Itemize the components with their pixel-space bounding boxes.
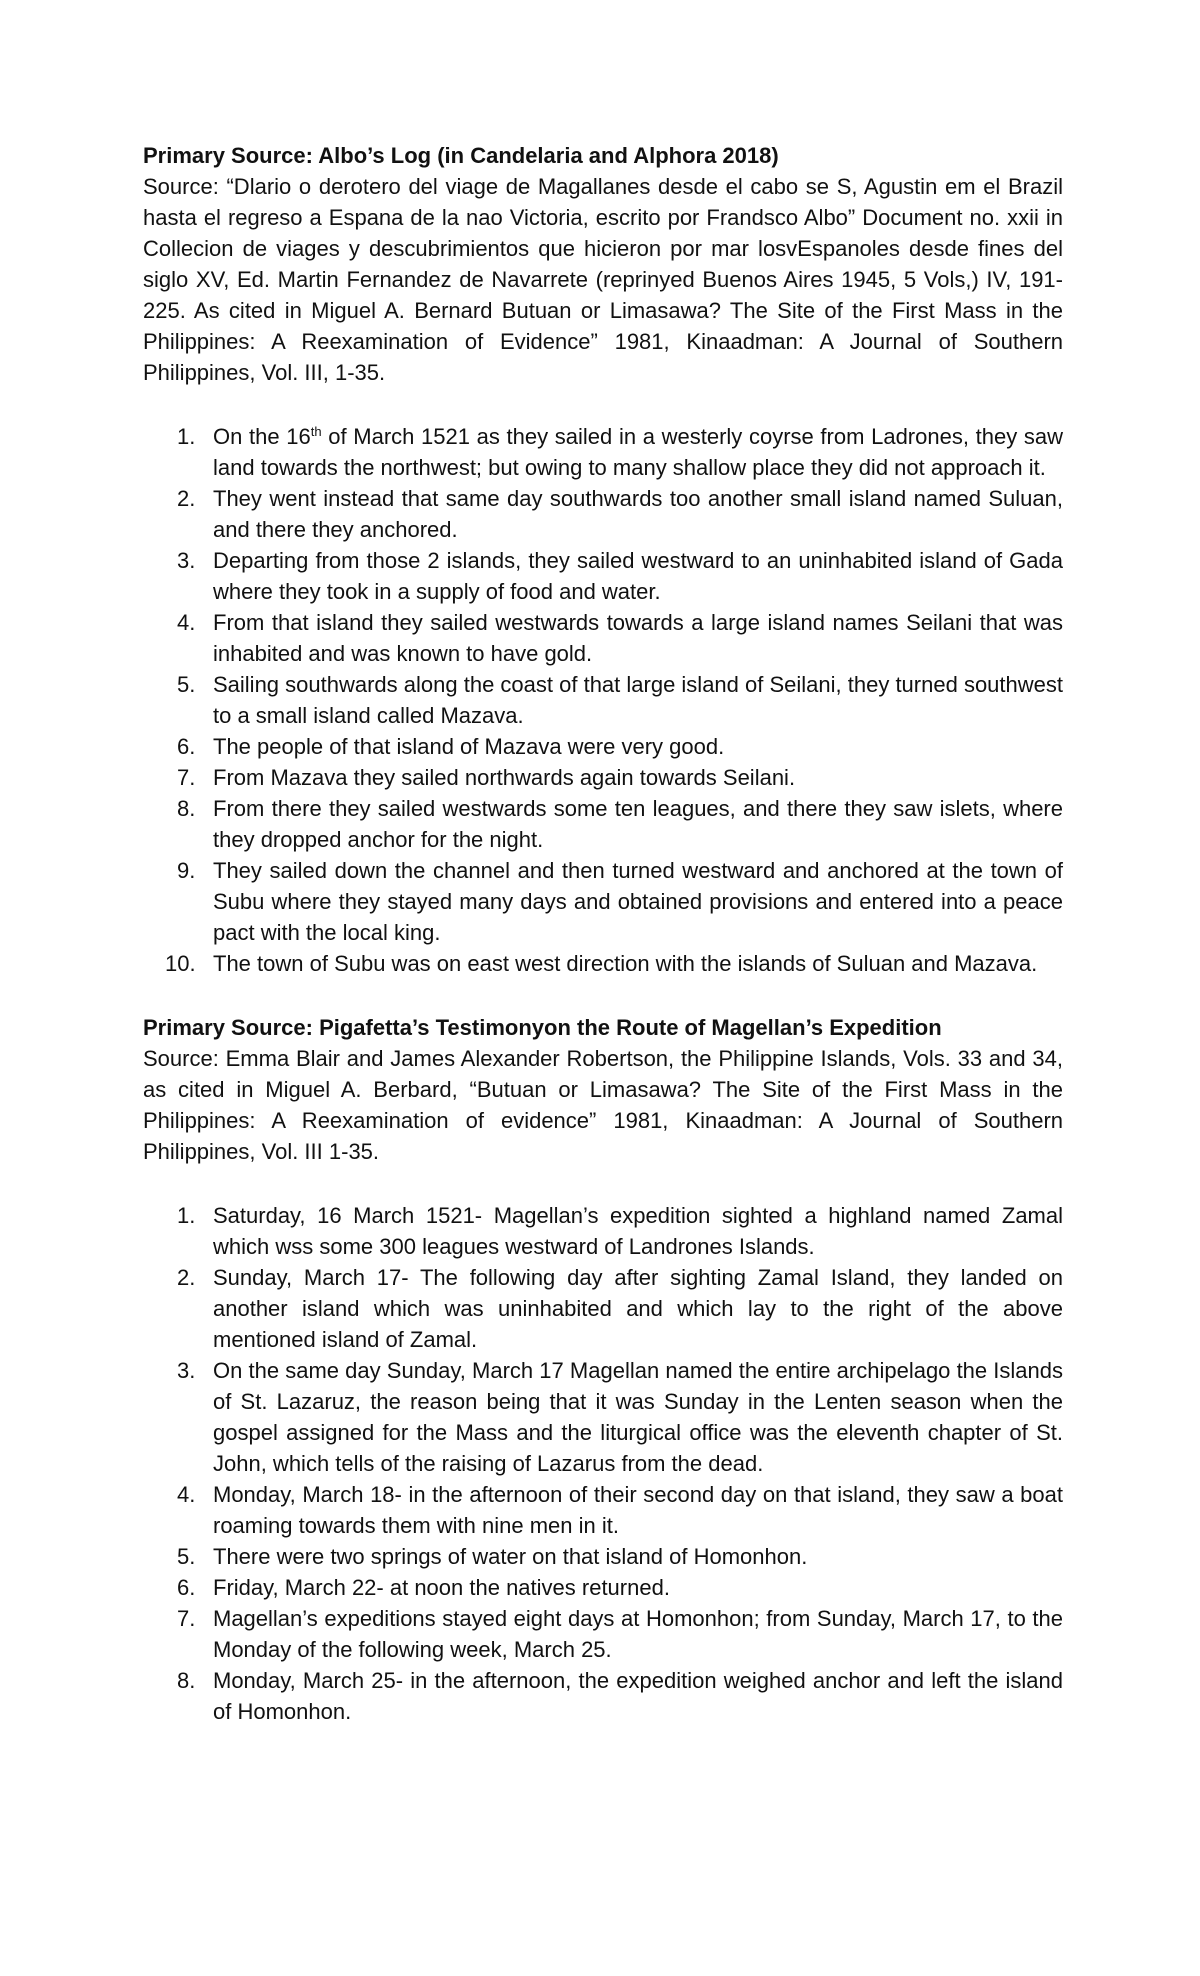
list-number: 2. <box>177 486 196 511</box>
section-heading-albo: Primary Source: Albo’s Log (in Candelaria and Alphora 2018) <box>143 143 779 168</box>
list-item <box>143 948 1063 979</box>
list-item <box>143 762 1063 793</box>
ordinal-suffix: th <box>310 424 322 439</box>
list-item-text: Monday, March 18- in the afternoon of their second day on that island, they saw a boat roaming towards them with nine men in it. <box>213 1482 1063 1538</box>
list-item-text: The town of Subu was on east west direction with the islands of Suluan and Mazava. <box>213 951 1038 976</box>
list-item <box>143 421 1063 483</box>
list-item <box>143 545 1063 607</box>
list-item-text: Departing from those 2 islands, they sailed westward to an uninhabited island of Gada where they took in a supply of food and water. <box>213 548 1063 604</box>
list-number: 8. <box>177 796 196 821</box>
list-item-text: From Mazava they sailed northwards again towards Seilani. <box>213 765 796 790</box>
list-item-text: Friday, March 22- at noon the natives returned. <box>213 1575 670 1600</box>
list-number: 1. <box>177 1203 196 1228</box>
list-number: 4. <box>177 1482 196 1507</box>
list-number: 3. <box>177 548 196 573</box>
pigafetta-route-list <box>143 1200 1063 1727</box>
list-item-text: Sunday, March 17- The following day after sighting Zamal Island, they landed on another island which was uninhabited and which lay to the right of the above mentioned island of Zamal. <box>213 1265 1063 1352</box>
list-number: 5. <box>177 672 196 697</box>
list-number: 9. <box>177 858 196 883</box>
list-item-text: Saturday, 16 March 1521- Magellan’s expedition sighted a highland named Zamal which wss some 300 leagues westward of Landrones Islands. <box>213 1203 1063 1259</box>
list-item <box>143 793 1063 855</box>
list-item-text: Sailing southwards along the coast of that large island of Seilani, they turned southwest to a small island called Mazava. <box>213 672 1063 728</box>
section-heading-pigafetta: Primary Source: Pigafetta’s Testimonyon the Route of Magellan’s Expedition <box>143 1015 942 1040</box>
list-number: 4. <box>177 610 196 635</box>
list-item <box>143 855 1063 948</box>
list-item <box>143 1665 1063 1727</box>
list-item-text: They went instead that same day southwards too another small island named Suluan, and there they anchored. <box>213 486 1063 542</box>
list-item <box>143 607 1063 669</box>
list-item <box>143 1262 1063 1355</box>
list-item-text: From that island they sailed westwards towards a large island names Seilani that was inhabited and was known to have gold. <box>213 610 1063 666</box>
source-citation-pigafetta: Source: Emma Blair and James Alexander Robertson, the Philippine Islands, Vols. 33 and 34, as cited in Miguel A. Berbard, “Butuan or Limasawa? The Site of the First Mass in the Philippines: A Reexamination of evidence” 1981, Kinaadman: A Journal of Southern Philippines, Vol. III 1-35. <box>143 1046 1063 1164</box>
list-item <box>143 1541 1063 1572</box>
list-item-text: On the same day Sunday, March 17 Magellan named the entire archipelago the Islands of St. Lazaruz, the reason being that it was Sunday in the Lenten season when the gospel assigned for the Mass and the liturgical office was the eleventh chapter of St. John, which tells of the raising of Lazarus from the dead. <box>213 1358 1063 1476</box>
list-item <box>143 1603 1063 1665</box>
list-item <box>143 1572 1063 1603</box>
list-item <box>143 483 1063 545</box>
list-item <box>143 669 1063 731</box>
list-number: 6. <box>177 734 196 759</box>
list-number: 1. <box>177 424 196 449</box>
list-number: 2. <box>177 1265 196 1290</box>
list-item-text: The people of that island of Mazava were very good. <box>213 734 725 759</box>
list-item-text: Magellan’s expeditions stayed eight days at Homonhon; from Sunday, March 17, to the Monday of the following week, March 25. <box>213 1606 1063 1662</box>
list-item-text: From there they sailed westwards some ten leagues, and there they saw islets, where they dropped anchor for the night. <box>213 796 1063 852</box>
document-page <box>143 140 1063 1727</box>
source-citation-albo: Source: “Dlario o derotero del viage de Magallanes desde el cabo se S, Agustin em el Brazil hasta el regreso a Espana de la nao Victoria, escrito por Frandsco Albo” Document no. xxii in Collecion de viages y descubrimientos que hicieron por mar losvEspanoles desde fines del siglo XV, Ed. Martin Fernandez de Navarrete (reprinyed Buenos Aires 1945, 5 Vols,) IV, 191-225. As cited in Miguel A. Bernard Butuan or Limasawa? The Site of the First Mass in the Philippines: A Reexamination of Evidence” 1981, Kinaadman: A Journal of Southern Philippines, Vol. III, 1-35. <box>143 174 1063 385</box>
list-number: 8. <box>177 1668 196 1693</box>
list-number: 7. <box>177 765 196 790</box>
list-number: 10. <box>165 951 196 976</box>
list-number: 7. <box>177 1606 196 1631</box>
list-number: 3. <box>177 1358 196 1383</box>
list-item <box>143 1479 1063 1541</box>
albo-route-list <box>143 421 1063 979</box>
list-item-text: On the 16th of March 1521 as they sailed in a westerly coyrse from Ladrones, they saw land towards the northwest; but owing to many shallow place they did not approach it. <box>213 424 1063 480</box>
list-number: 5. <box>177 1544 196 1569</box>
list-item-text: There were two springs of water on that island of Homonhon. <box>213 1544 808 1569</box>
list-item-text: Monday, March 25- in the afternoon, the expedition weighed anchor and left the island of Homonhon. <box>213 1668 1063 1724</box>
list-item <box>143 1200 1063 1262</box>
list-item <box>143 731 1063 762</box>
list-item <box>143 1355 1063 1479</box>
list-number: 6. <box>177 1575 196 1600</box>
list-item-text: They sailed down the channel and then turned westward and anchored at the town of Subu where they stayed many days and obtained provisions and entered into a peace pact with the local king. <box>213 858 1063 945</box>
